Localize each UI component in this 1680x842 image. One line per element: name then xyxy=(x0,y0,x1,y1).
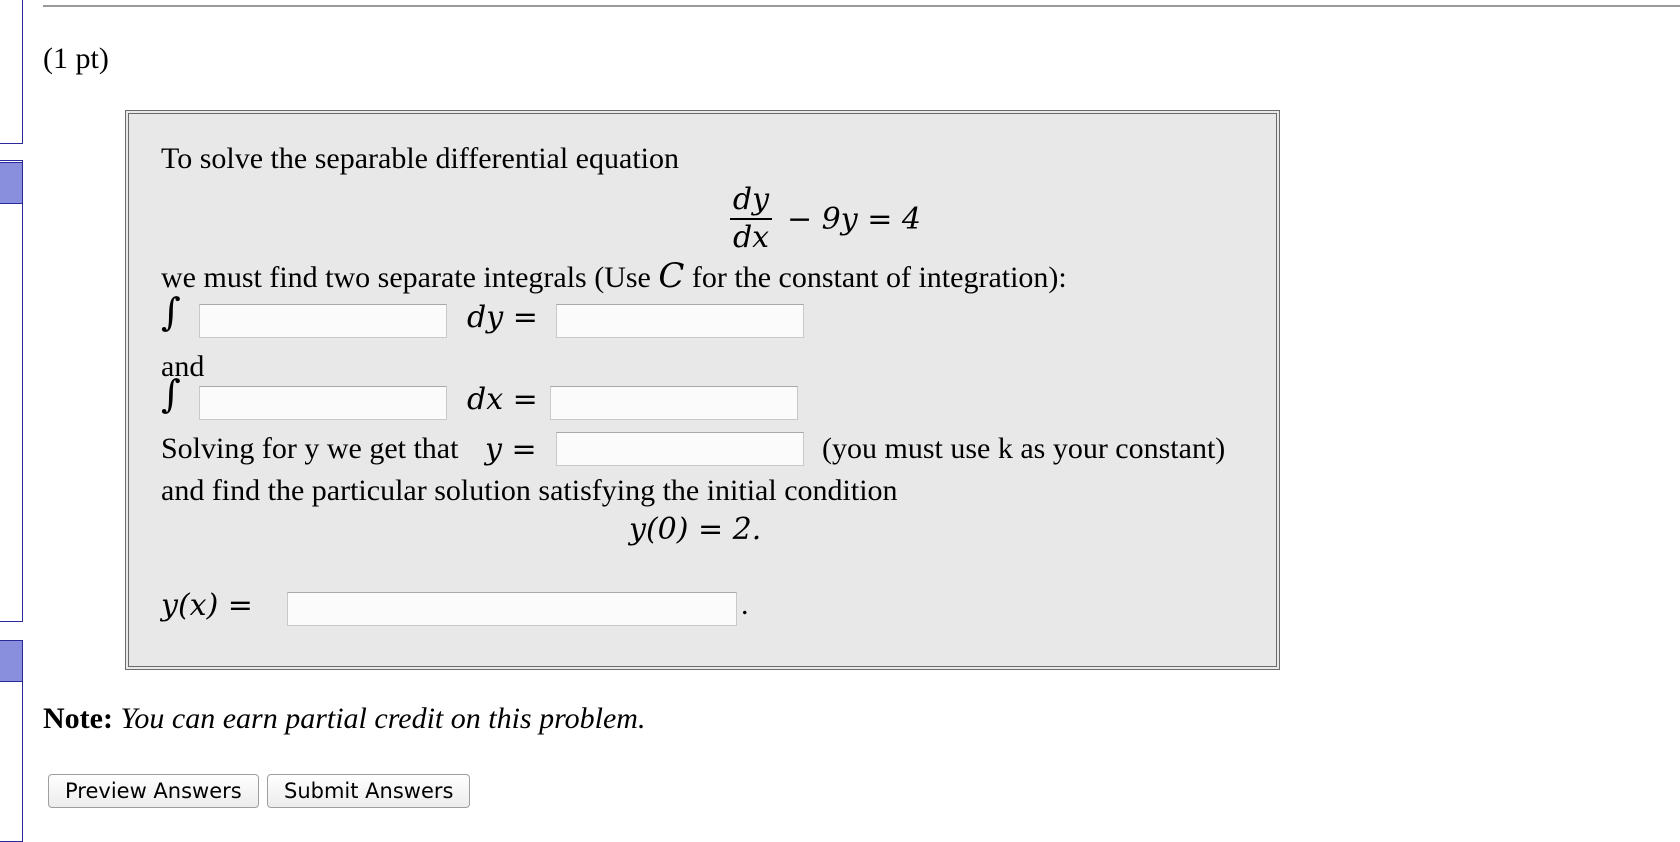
problem-points: (1 pt) xyxy=(43,42,109,75)
integral-sign: ∫ xyxy=(161,290,181,334)
integral-dy-integrand-input[interactable] xyxy=(199,304,447,338)
solve-variable: y = xyxy=(485,432,537,467)
yx-label: y(x) = xyxy=(161,588,253,623)
problem-intro: To solve the separable differential equation xyxy=(161,142,679,175)
dx-label: dx = xyxy=(467,382,538,417)
particular-text: and find the particular solution satisfying the initial condition xyxy=(161,474,898,507)
y-general-input[interactable] xyxy=(556,432,804,466)
sidebar-tab[interactable] xyxy=(0,640,23,682)
instruction-prefix: we must find two separate integrals (Use xyxy=(161,261,659,294)
integral-dx-integrand-input[interactable] xyxy=(199,386,447,420)
equation-rest: − 9y = 4 xyxy=(787,202,922,237)
fraction-denominator: dx xyxy=(732,220,770,255)
problem-box xyxy=(125,110,1280,670)
partial-credit-note xyxy=(43,702,645,736)
note-label: Note: xyxy=(43,702,113,735)
integral-sign: ∫ xyxy=(161,372,181,416)
integral-dy-result-input[interactable] xyxy=(556,304,804,338)
instruction-constant: C xyxy=(658,256,685,296)
note-text: You can earn partial credit on this problem. xyxy=(120,702,646,735)
instruction-line xyxy=(161,256,1067,296)
instruction-suffix: for the constant of integration): xyxy=(684,261,1067,294)
submit-answers-button[interactable]: Submit Answers xyxy=(267,774,470,808)
sidebar-frame-middle xyxy=(0,160,23,622)
fraction-numerator: dy xyxy=(732,182,770,217)
solve-prefix: Solving for y we get that xyxy=(161,432,459,465)
initial-condition: y(0) = 2. xyxy=(629,512,762,547)
and-label: and xyxy=(161,350,205,383)
integral-dx-result-input[interactable] xyxy=(550,386,798,420)
answer-period: . xyxy=(741,588,749,621)
y-particular-input[interactable] xyxy=(287,592,737,626)
solve-suffix: (you must use k as your constant) xyxy=(822,432,1226,465)
sidebar-tab[interactable] xyxy=(0,162,23,204)
top-divider xyxy=(43,5,1680,7)
dy-label: dy = xyxy=(467,300,538,335)
preview-answers-button[interactable]: Preview Answers xyxy=(48,774,259,808)
equation-fraction xyxy=(726,184,776,254)
sidebar-frame-top xyxy=(0,0,23,144)
